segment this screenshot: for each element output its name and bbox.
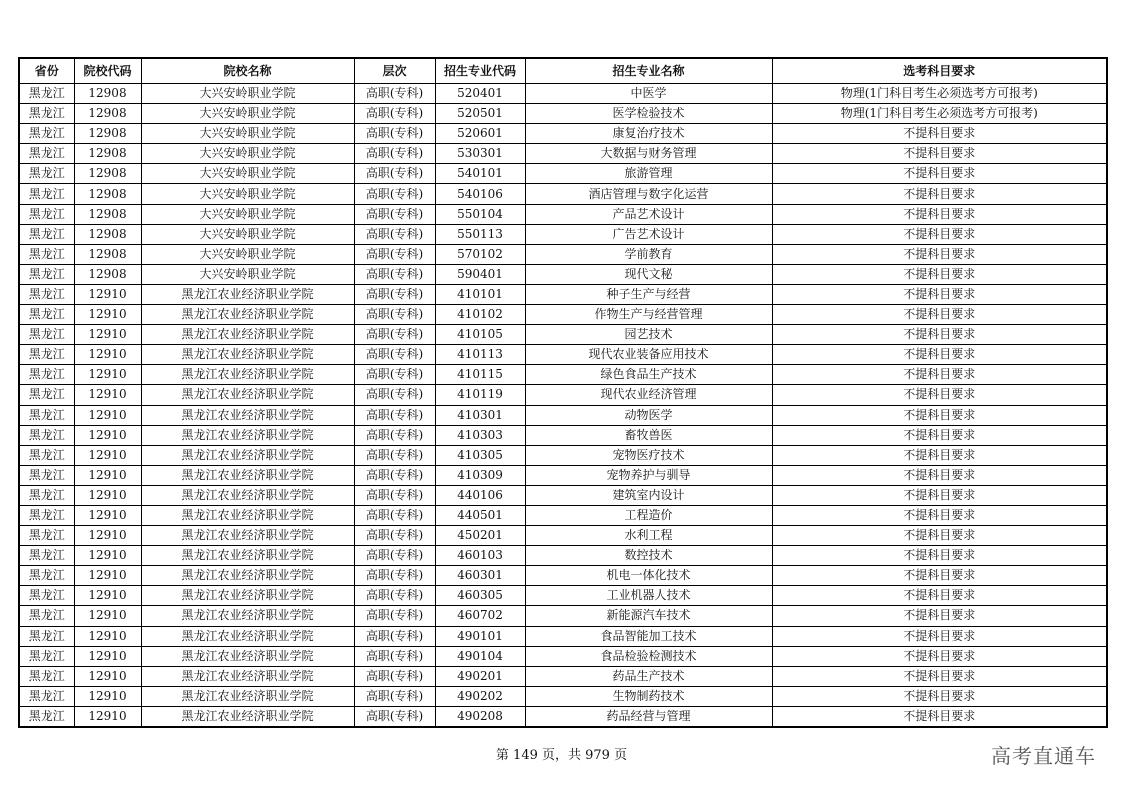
province-cell: 黑龙江 <box>19 445 74 465</box>
school-name-cell: 大兴安岭职业学院 <box>141 164 354 184</box>
major-code-cell: 550113 <box>435 224 525 244</box>
school-code-cell: 12908 <box>74 204 141 224</box>
level-cell: 高职(专科) <box>354 465 435 485</box>
subject-requirement-cell: 不提科目要求 <box>772 184 1107 204</box>
major-code-cell: 540101 <box>435 164 525 184</box>
level-cell: 高职(专科) <box>354 184 435 204</box>
subject-requirement-cell: 不提科目要求 <box>772 144 1107 164</box>
level-cell: 高职(专科) <box>354 526 435 546</box>
subject-requirement-cell: 不提科目要求 <box>772 365 1107 385</box>
table-row <box>19 104 1107 124</box>
major-name-cell: 现代农业装备应用技术 <box>525 345 772 365</box>
major-code-cell: 520601 <box>435 124 525 144</box>
major-name-cell: 新能源汽车技术 <box>525 606 772 626</box>
subject-requirement-cell: 不提科目要求 <box>772 646 1107 666</box>
school-code-cell: 12910 <box>74 686 141 706</box>
table-row <box>19 586 1107 606</box>
school-name-cell: 黑龙江农业经济职业学院 <box>141 566 354 586</box>
level-cell: 高职(专科) <box>354 144 435 164</box>
subject-requirement-cell: 不提科目要求 <box>772 686 1107 706</box>
province-cell: 黑龙江 <box>19 124 74 144</box>
major-name-cell: 食品智能加工技术 <box>525 626 772 646</box>
province-cell: 黑龙江 <box>19 485 74 505</box>
watermark-logo: 高考直通车 <box>991 744 1096 768</box>
table-row <box>19 666 1107 686</box>
province-cell: 黑龙江 <box>19 284 74 304</box>
school-code-cell: 12910 <box>74 546 141 566</box>
school-name-cell: 黑龙江农业经济职业学院 <box>141 485 354 505</box>
major-name-cell: 种子生产与经营 <box>525 284 772 304</box>
school-name-cell: 黑龙江农业经济职业学院 <box>141 325 354 345</box>
subject-requirement-cell: 不提科目要求 <box>772 345 1107 365</box>
province-cell: 黑龙江 <box>19 144 74 164</box>
major-code-cell: 410115 <box>435 365 525 385</box>
school-name-cell: 黑龙江农业经济职业学院 <box>141 586 354 606</box>
subject-requirement-cell: 不提科目要求 <box>772 224 1107 244</box>
school-code-cell: 12908 <box>74 244 141 264</box>
school-code-cell: 12908 <box>74 224 141 244</box>
major-name-cell: 工业机器人技术 <box>525 586 772 606</box>
major-name-cell: 食品检验检测技术 <box>525 646 772 666</box>
level-cell: 高职(专科) <box>354 325 435 345</box>
col-header-school-code: 院校代码 <box>74 58 141 84</box>
major-code-cell: 490104 <box>435 646 525 666</box>
table-row <box>19 706 1107 727</box>
major-name-cell: 康复治疗技术 <box>525 124 772 144</box>
school-name-cell: 黑龙江农业经济职业学院 <box>141 305 354 325</box>
school-code-cell: 12908 <box>74 164 141 184</box>
school-code-cell: 12910 <box>74 385 141 405</box>
major-name-cell: 酒店管理与数字化运营 <box>525 184 772 204</box>
level-cell: 高职(专科) <box>354 566 435 586</box>
level-cell: 高职(专科) <box>354 425 435 445</box>
major-name-cell: 畜牧兽医 <box>525 425 772 445</box>
province-cell: 黑龙江 <box>19 505 74 525</box>
major-name-cell: 中医学 <box>525 84 772 104</box>
level-cell: 高职(专科) <box>354 706 435 727</box>
table-row <box>19 84 1107 104</box>
table-row <box>19 505 1107 525</box>
subject-requirement-cell: 不提科目要求 <box>772 485 1107 505</box>
major-name-cell: 水利工程 <box>525 526 772 546</box>
major-code-cell: 410309 <box>435 465 525 485</box>
level-cell: 高职(专科) <box>354 305 435 325</box>
level-cell: 高职(专科) <box>354 666 435 686</box>
major-name-cell: 工程造价 <box>525 505 772 525</box>
school-code-cell: 12910 <box>74 706 141 727</box>
province-cell: 黑龙江 <box>19 706 74 727</box>
province-cell: 黑龙江 <box>19 465 74 485</box>
school-code-cell: 12910 <box>74 365 141 385</box>
major-code-cell: 460301 <box>435 566 525 586</box>
province-cell: 黑龙江 <box>19 104 74 124</box>
school-code-cell: 12910 <box>74 284 141 304</box>
level-cell: 高职(专科) <box>354 365 435 385</box>
col-header-major-name: 招生专业名称 <box>525 58 772 84</box>
school-code-cell: 12910 <box>74 626 141 646</box>
subject-requirement-cell: 不提科目要求 <box>772 264 1107 284</box>
table-row <box>19 546 1107 566</box>
major-name-cell: 旅游管理 <box>525 164 772 184</box>
subject-requirement-cell: 不提科目要求 <box>772 505 1107 525</box>
province-cell: 黑龙江 <box>19 264 74 284</box>
school-code-cell: 12910 <box>74 345 141 365</box>
province-cell: 黑龙江 <box>19 646 74 666</box>
province-cell: 黑龙江 <box>19 405 74 425</box>
major-code-cell: 490202 <box>435 686 525 706</box>
province-cell: 黑龙江 <box>19 365 74 385</box>
major-name-cell: 作物生产与经营管理 <box>525 305 772 325</box>
table-row <box>19 305 1107 325</box>
level-cell: 高职(专科) <box>354 204 435 224</box>
school-name-cell: 黑龙江农业经济职业学院 <box>141 365 354 385</box>
province-cell: 黑龙江 <box>19 546 74 566</box>
school-code-cell: 12910 <box>74 485 141 505</box>
school-name-cell: 黑龙江农业经济职业学院 <box>141 526 354 546</box>
subject-requirement-cell: 不提科目要求 <box>772 526 1107 546</box>
school-code-cell: 12908 <box>74 264 141 284</box>
province-cell: 黑龙江 <box>19 566 74 586</box>
school-code-cell: 12910 <box>74 566 141 586</box>
table-row <box>19 325 1107 345</box>
level-cell: 高职(专科) <box>354 546 435 566</box>
school-code-cell: 12908 <box>74 184 141 204</box>
subject-requirement-cell: 不提科目要求 <box>772 546 1107 566</box>
subject-requirement-cell: 不提科目要求 <box>772 164 1107 184</box>
province-cell: 黑龙江 <box>19 626 74 646</box>
level-cell: 高职(专科) <box>354 345 435 365</box>
major-code-cell: 410119 <box>435 385 525 405</box>
major-code-cell: 410303 <box>435 425 525 445</box>
school-name-cell: 黑龙江农业经济职业学院 <box>141 505 354 525</box>
table-row <box>19 124 1107 144</box>
school-code-cell: 12910 <box>74 606 141 626</box>
table-row <box>19 164 1107 184</box>
school-name-cell: 黑龙江农业经济职业学院 <box>141 284 354 304</box>
major-name-cell: 园艺技术 <box>525 325 772 345</box>
level-cell: 高职(专科) <box>354 626 435 646</box>
subject-requirement-cell: 不提科目要求 <box>772 706 1107 727</box>
col-header-major-code: 招生专业代码 <box>435 58 525 84</box>
school-name-cell: 大兴安岭职业学院 <box>141 104 354 124</box>
table-header-row <box>19 58 1107 84</box>
school-name-cell: 黑龙江农业经济职业学院 <box>141 666 354 686</box>
level-cell: 高职(专科) <box>354 104 435 124</box>
table-row <box>19 405 1107 425</box>
subject-requirement-cell: 不提科目要求 <box>772 284 1107 304</box>
major-code-cell: 490208 <box>435 706 525 727</box>
major-code-cell: 440501 <box>435 505 525 525</box>
province-cell: 黑龙江 <box>19 325 74 345</box>
table-row <box>19 445 1107 465</box>
school-name-cell: 大兴安岭职业学院 <box>141 144 354 164</box>
subject-requirement-cell: 不提科目要求 <box>772 465 1107 485</box>
school-code-cell: 12910 <box>74 425 141 445</box>
subject-requirement-cell: 不提科目要求 <box>772 586 1107 606</box>
school-name-cell: 黑龙江农业经济职业学院 <box>141 385 354 405</box>
school-name-cell: 黑龙江农业经济职业学院 <box>141 425 354 445</box>
table-row <box>19 144 1107 164</box>
school-code-cell: 12908 <box>74 84 141 104</box>
table-row <box>19 526 1107 546</box>
school-name-cell: 大兴安岭职业学院 <box>141 184 354 204</box>
table-row <box>19 365 1107 385</box>
major-name-cell: 学前教育 <box>525 244 772 264</box>
table-row <box>19 465 1107 485</box>
level-cell: 高职(专科) <box>354 164 435 184</box>
province-cell: 黑龙江 <box>19 204 74 224</box>
major-name-cell: 广告艺术设计 <box>525 224 772 244</box>
major-code-cell: 450201 <box>435 526 525 546</box>
school-code-cell: 12910 <box>74 586 141 606</box>
major-name-cell: 数控技术 <box>525 546 772 566</box>
level-cell: 高职(专科) <box>354 646 435 666</box>
major-code-cell: 460702 <box>435 606 525 626</box>
school-code-cell: 12910 <box>74 325 141 345</box>
level-cell: 高职(专科) <box>354 586 435 606</box>
province-cell: 黑龙江 <box>19 606 74 626</box>
major-name-cell: 宠物养护与驯导 <box>525 465 772 485</box>
school-code-cell: 12910 <box>74 305 141 325</box>
major-code-cell: 460305 <box>435 586 525 606</box>
school-name-cell: 黑龙江农业经济职业学院 <box>141 405 354 425</box>
school-code-cell: 12910 <box>74 465 141 485</box>
subject-requirement-cell: 不提科目要求 <box>772 445 1107 465</box>
school-name-cell: 大兴安岭职业学院 <box>141 204 354 224</box>
subject-requirement-cell: 不提科目要求 <box>772 405 1107 425</box>
school-name-cell: 大兴安岭职业学院 <box>141 244 354 264</box>
province-cell: 黑龙江 <box>19 526 74 546</box>
province-cell: 黑龙江 <box>19 164 74 184</box>
table-row <box>19 264 1107 284</box>
col-header-level: 层次 <box>354 58 435 84</box>
province-cell: 黑龙江 <box>19 586 74 606</box>
school-name-cell: 黑龙江农业经济职业学院 <box>141 345 354 365</box>
table-row <box>19 184 1107 204</box>
level-cell: 高职(专科) <box>354 244 435 264</box>
table-row <box>19 646 1107 666</box>
major-name-cell: 现代文秘 <box>525 264 772 284</box>
major-code-cell: 410305 <box>435 445 525 465</box>
school-code-cell: 12910 <box>74 666 141 686</box>
major-name-cell: 宠物医疗技术 <box>525 445 772 465</box>
level-cell: 高职(专科) <box>354 284 435 304</box>
province-cell: 黑龙江 <box>19 345 74 365</box>
major-code-cell: 410101 <box>435 284 525 304</box>
subject-requirement-cell: 不提科目要求 <box>772 425 1107 445</box>
school-name-cell: 黑龙江农业经济职业学院 <box>141 686 354 706</box>
major-code-cell: 490101 <box>435 626 525 646</box>
major-code-cell: 540106 <box>435 184 525 204</box>
table-row <box>19 626 1107 646</box>
school-code-cell: 12910 <box>74 526 141 546</box>
province-cell: 黑龙江 <box>19 244 74 264</box>
table-row <box>19 224 1107 244</box>
major-code-cell: 410301 <box>435 405 525 425</box>
major-name-cell: 药品生产技术 <box>525 666 772 686</box>
level-cell: 高职(专科) <box>354 606 435 626</box>
school-name-cell: 大兴安岭职业学院 <box>141 264 354 284</box>
table-row <box>19 425 1107 445</box>
subject-requirement-cell: 不提科目要求 <box>772 305 1107 325</box>
school-name-cell: 黑龙江农业经济职业学院 <box>141 646 354 666</box>
school-name-cell: 黑龙江农业经济职业学院 <box>141 546 354 566</box>
col-header-province: 省份 <box>19 58 74 84</box>
major-code-cell: 490201 <box>435 666 525 686</box>
table-body <box>19 84 1107 728</box>
admissions-table-container <box>18 57 1106 728</box>
level-cell: 高职(专科) <box>354 224 435 244</box>
major-name-cell: 药品经营与管理 <box>525 706 772 727</box>
subject-requirement-cell: 物理(1门科目考生必须选考方可报考) <box>772 104 1107 124</box>
subject-requirement-cell: 不提科目要求 <box>772 204 1107 224</box>
table-row <box>19 686 1107 706</box>
subject-requirement-cell: 不提科目要求 <box>772 626 1107 646</box>
school-name-cell: 黑龙江农业经济职业学院 <box>141 606 354 626</box>
major-code-cell: 550104 <box>435 204 525 224</box>
table-row <box>19 566 1107 586</box>
level-cell: 高职(专科) <box>354 485 435 505</box>
subject-requirement-cell: 不提科目要求 <box>772 385 1107 405</box>
level-cell: 高职(专科) <box>354 84 435 104</box>
school-name-cell: 黑龙江农业经济职业学院 <box>141 465 354 485</box>
table-row <box>19 284 1107 304</box>
province-cell: 黑龙江 <box>19 184 74 204</box>
school-name-cell: 大兴安岭职业学院 <box>141 224 354 244</box>
school-name-cell: 黑龙江农业经济职业学院 <box>141 626 354 646</box>
province-cell: 黑龙江 <box>19 425 74 445</box>
school-code-cell: 12910 <box>74 405 141 425</box>
major-name-cell: 产品艺术设计 <box>525 204 772 224</box>
school-code-cell: 12910 <box>74 445 141 465</box>
level-cell: 高职(专科) <box>354 405 435 425</box>
major-name-cell: 绿色食品生产技术 <box>525 365 772 385</box>
table-row <box>19 345 1107 365</box>
level-cell: 高职(专科) <box>354 124 435 144</box>
subject-requirement-cell: 不提科目要求 <box>772 325 1107 345</box>
table-row <box>19 485 1107 505</box>
major-name-cell: 动物医学 <box>525 405 772 425</box>
province-cell: 黑龙江 <box>19 666 74 686</box>
major-name-cell: 医学检验技术 <box>525 104 772 124</box>
major-code-cell: 590401 <box>435 264 525 284</box>
admissions-table <box>18 57 1108 728</box>
major-name-cell: 现代农业经济管理 <box>525 385 772 405</box>
province-cell: 黑龙江 <box>19 686 74 706</box>
school-code-cell: 12908 <box>74 144 141 164</box>
subject-requirement-cell: 不提科目要求 <box>772 606 1107 626</box>
major-name-cell: 机电一体化技术 <box>525 566 772 586</box>
major-code-cell: 410113 <box>435 345 525 365</box>
school-name-cell: 大兴安岭职业学院 <box>141 124 354 144</box>
subject-requirement-cell: 物理(1门科目考生必须选考方可报考) <box>772 84 1107 104</box>
province-cell: 黑龙江 <box>19 305 74 325</box>
level-cell: 高职(专科) <box>354 505 435 525</box>
major-code-cell: 410105 <box>435 325 525 345</box>
school-code-cell: 12910 <box>74 505 141 525</box>
school-code-cell: 12908 <box>74 124 141 144</box>
school-name-cell: 黑龙江农业经济职业学院 <box>141 445 354 465</box>
province-cell: 黑龙江 <box>19 84 74 104</box>
province-cell: 黑龙江 <box>19 224 74 244</box>
table-row <box>19 204 1107 224</box>
school-name-cell: 大兴安岭职业学院 <box>141 84 354 104</box>
table-row <box>19 385 1107 405</box>
major-code-cell: 440106 <box>435 485 525 505</box>
major-code-cell: 410102 <box>435 305 525 325</box>
level-cell: 高职(专科) <box>354 686 435 706</box>
subject-requirement-cell: 不提科目要求 <box>772 124 1107 144</box>
major-name-cell: 大数据与财务管理 <box>525 144 772 164</box>
level-cell: 高职(专科) <box>354 385 435 405</box>
major-code-cell: 530301 <box>435 144 525 164</box>
major-name-cell: 生物制药技术 <box>525 686 772 706</box>
school-code-cell: 12908 <box>74 104 141 124</box>
col-header-school-name: 院校名称 <box>141 58 354 84</box>
subject-requirement-cell: 不提科目要求 <box>772 566 1107 586</box>
major-code-cell: 520401 <box>435 84 525 104</box>
major-code-cell: 460103 <box>435 546 525 566</box>
table-row <box>19 606 1107 626</box>
school-name-cell: 黑龙江农业经济职业学院 <box>141 706 354 727</box>
major-name-cell: 建筑室内设计 <box>525 485 772 505</box>
school-code-cell: 12910 <box>74 646 141 666</box>
subject-requirement-cell: 不提科目要求 <box>772 666 1107 686</box>
page-number: 第 149 页，共 979 页 <box>495 748 628 763</box>
major-code-cell: 520501 <box>435 104 525 124</box>
major-code-cell: 570102 <box>435 244 525 264</box>
subject-requirement-cell: 不提科目要求 <box>772 244 1107 264</box>
table-row <box>19 244 1107 264</box>
province-cell: 黑龙江 <box>19 385 74 405</box>
level-cell: 高职(专科) <box>354 445 435 465</box>
col-header-subject-requirement: 选考科目要求 <box>772 58 1107 84</box>
level-cell: 高职(专科) <box>354 264 435 284</box>
